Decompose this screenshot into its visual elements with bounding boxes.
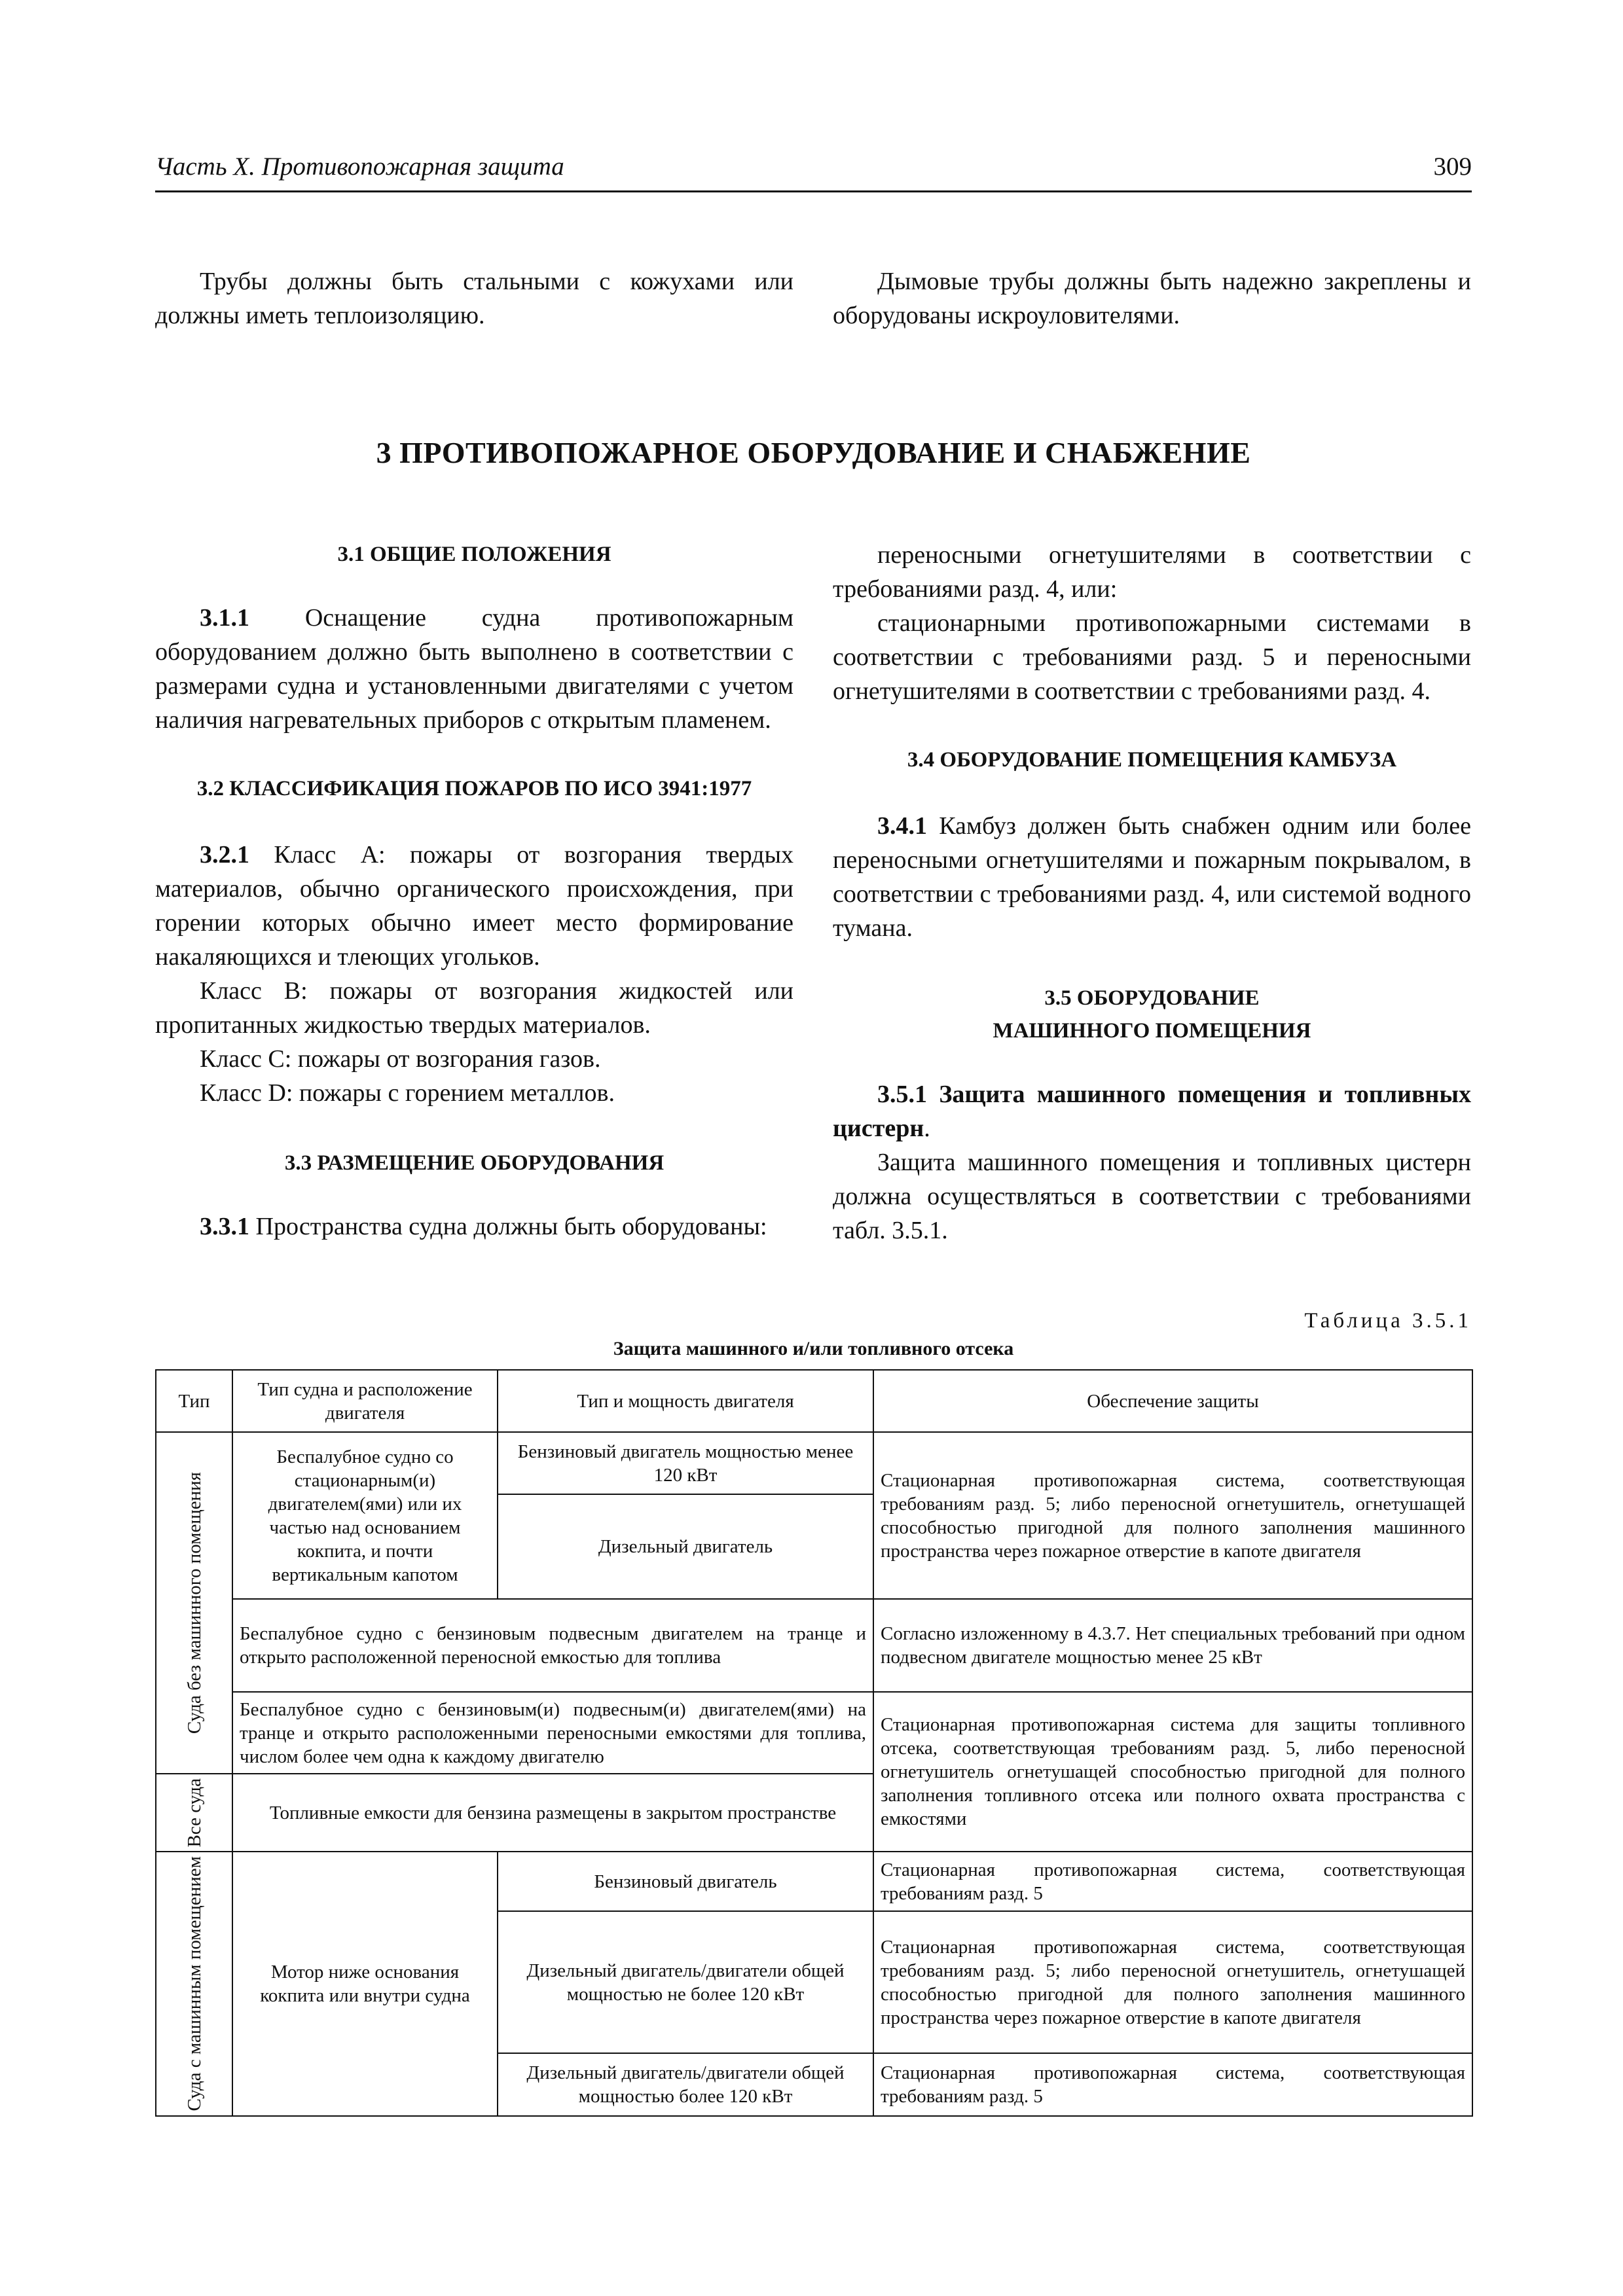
cell-protection: Стационарная противопожарная система, соответствующая требованиям разд. 5 — [873, 1852, 1472, 1911]
table-row — [156, 1852, 1472, 1911]
left-column — [155, 538, 793, 1244]
page-number: 309 — [1433, 152, 1472, 181]
cell-protection: Стационарная противопожарная система, соответствующая требованиям разд. 5; либо переносной огнетушитель, огнетушащей способностью пригодной для полного заполнения машинного пространства через пожарное отверстие в капоте двигателя — [873, 1911, 1472, 2053]
paragraph-3-3-1 — [155, 1210, 793, 1244]
cell-engine: Дизельный двигатель — [498, 1494, 873, 1599]
cell-vessel: Топливные емкости для бензина размещены в закрытом пространстве — [232, 1774, 873, 1852]
paragraph-3-5-1-title: 3.5.1 Защита машинного помещения и топливных цистерн. — [833, 1081, 1471, 1142]
cell-protection: Стационарная противопожарная система, соответствующая требованиям разд. 5 — [873, 2053, 1472, 2116]
heading-3-4: 3.4 ОБОРУДОВАНИЕ ПОМЕЩЕНИЯ КАМБУЗА — [907, 748, 1397, 772]
clause-text: Пространства судна должны быть оборудованы: — [255, 1213, 767, 1240]
heading-3-1: 3.1 ОБЩИЕ ПОЛОЖЕНИЯ — [337, 543, 611, 566]
paragraph-3-4-1 — [833, 809, 1471, 945]
header-protection: Обеспечение защиты — [873, 1370, 1472, 1432]
group-label: Суда с машинным помещением — [183, 1856, 205, 2111]
paragraph-class-b: Класс B: пожары от возгорания жидкостей или пропитанных жидкостью твердых материалов. — [155, 977, 793, 1039]
top-fragment-right — [833, 264, 1471, 332]
cell-protection: Стационарная противопожарная система, соответствующая требованиям разд. 5; либо переносной огнетушитель, огнетушащей способностью пригодной для полного заполнения машинного пространства через пожарное отверстие в капоте двигателя — [873, 1432, 1472, 1599]
paragraph: Дымовые трубы должны быть надежно закреплены и оборудованы искроуловителями. — [833, 268, 1471, 329]
right-column — [833, 538, 1471, 1247]
paragraph-class-c: Класс C: пожары от возгорания газов. — [200, 1045, 601, 1073]
cell-engine: Бензиновый двигатель — [498, 1852, 873, 1911]
heading-3-2: 3.2 КЛАССИФИКАЦИЯ ПОЖАРОВ ПО ИСО 3941:1977 — [196, 777, 752, 800]
heading-3-5-line1: 3.5 ОБОРУДОВАНИЕ — [1044, 986, 1260, 1010]
header-vessel: Тип судна и расположение двигателя — [232, 1370, 498, 1432]
clause-number: 3.4.1 — [877, 812, 927, 840]
heading-3-3: 3.3 РАЗМЕЩЕНИЕ ОБОРУДОВАНИЯ — [284, 1151, 665, 1175]
clause-number: 3.1.1 — [200, 604, 249, 632]
cell-vessel: Мотор ниже основания кокпита или внутри судна — [232, 1852, 498, 2115]
clause-text: Оснащение судна противопожарным оборудованием должно быть выполнено в соответствии с размерами судна и установленными двигателями с учетом наличия нагревательных приборов с открытым пламенем. — [155, 604, 793, 734]
cell-protection: Стационарная противопожарная система для защиты топливного отсека, соответствующая требованиям разд. 5, либо переносной огнетушитель огнетушащей способностью пригодной для полного заполнения топливного отсека или полного охвата пространства с емкостями — [873, 1692, 1472, 1852]
paragraph-class-d: Класс D: пожары с горением металлов. — [200, 1079, 615, 1107]
cell-vessel: Беспалубное судно с бензиновым(и) подвесным(и) двигателем(ями) на транце и открыто расположенными переносными емкостями для топлива, числом более чем одна к каждому двигателю — [232, 1692, 873, 1774]
cell-vessel: Беспалубное судно со стационарным(и) двигателем(ями) или их частью над основанием кокпита, и почти вертикальным капотом — [232, 1432, 498, 1599]
group-label: Все суда — [183, 1778, 205, 1848]
table-label: Таблица 3.5.1 — [1304, 1309, 1472, 1333]
cell-protection: Согласно изложенному в 4.3.7. Нет специальных требований при одном подвесном двигателе мощностью менее 25 кВт — [873, 1599, 1472, 1692]
cell-engine: Дизельный двигатель/двигатели общей мощностью не более 120 кВт — [498, 1911, 873, 2053]
header-rule — [155, 190, 1472, 192]
group-with-engine-room — [156, 1852, 232, 2115]
running-title: Часть X. Противопожарная защита — [155, 152, 564, 181]
protection-table — [155, 1369, 1473, 2117]
table-title: Защита машинного и/или топливного отсека — [613, 1338, 1014, 1359]
paragraph-3-5-1-text: Защита машинного помещения и топливных цистерн должна осуществляться в соответствии с требованиями табл. 3.5.1. — [833, 1149, 1471, 1244]
paragraph-continuation-2: стационарными противопожарными системами в соответствии с требованиями разд. 5 и переносными огнетушителями в соответствии с требованиями разд. 4. — [833, 609, 1471, 705]
cell-engine: Бензиновый двигатель мощностью менее 120 кВт — [498, 1432, 873, 1494]
table-row — [156, 1599, 1472, 1692]
top-fragment-left — [155, 264, 793, 332]
paragraph-3-2-1 — [155, 838, 793, 974]
table-header-row — [156, 1370, 1472, 1432]
clause-text: Камбуз должен быть снабжен одним или более переносными огнетушителями и пожарным покрывалом, в соответствии с требованиями разд. 4, или системой водного тумана. — [833, 812, 1472, 942]
paragraph-3-1-1 — [155, 601, 793, 737]
header-type: Тип — [156, 1370, 232, 1432]
header-engine: Тип и мощность двигателя — [498, 1370, 873, 1432]
cell-engine: Дизельный двигатель/двигатели общей мощностью более 120 кВт — [498, 2053, 873, 2116]
paragraph: Трубы должны быть стальными с кожухами или должны иметь теплоизоляцию. — [155, 268, 793, 329]
group-all-vessels — [156, 1774, 232, 1852]
table-row — [156, 1432, 1472, 1494]
clause-title: 3.5.1 Защита машинного помещения и топливных цистерн — [833, 1081, 1471, 1142]
section-title: 3 ПРОТИВОПОЖАРНОЕ ОБОРУДОВАНИЕ И СНАБЖЕНИЕ — [376, 436, 1251, 469]
group-label: Суда без машинного помещения — [183, 1471, 205, 1734]
clause-text: Класс A: пожары от возгорания твердых материалов, обычно органического происхождения, при горении которых обычно имеет место формирование накаляющихся и тлеющих угольков. — [155, 841, 793, 971]
group-no-engine-room — [156, 1432, 232, 1774]
heading-3-5-line2: МАШИННОГО ПОМЕЩЕНИЯ — [993, 1019, 1311, 1043]
paragraph-continuation-1: переносными огнетушителями в соответствии с требованиями разд. 4, или: — [833, 541, 1471, 603]
clause-number: 3.3.1 — [200, 1213, 249, 1240]
table-row — [156, 1692, 1472, 1774]
cell-vessel: Беспалубное судно с бензиновым подвесным двигателем на транце и открыто расположенной переносной емкостью для топлива — [232, 1599, 873, 1692]
clause-number: 3.2.1 — [200, 841, 249, 869]
